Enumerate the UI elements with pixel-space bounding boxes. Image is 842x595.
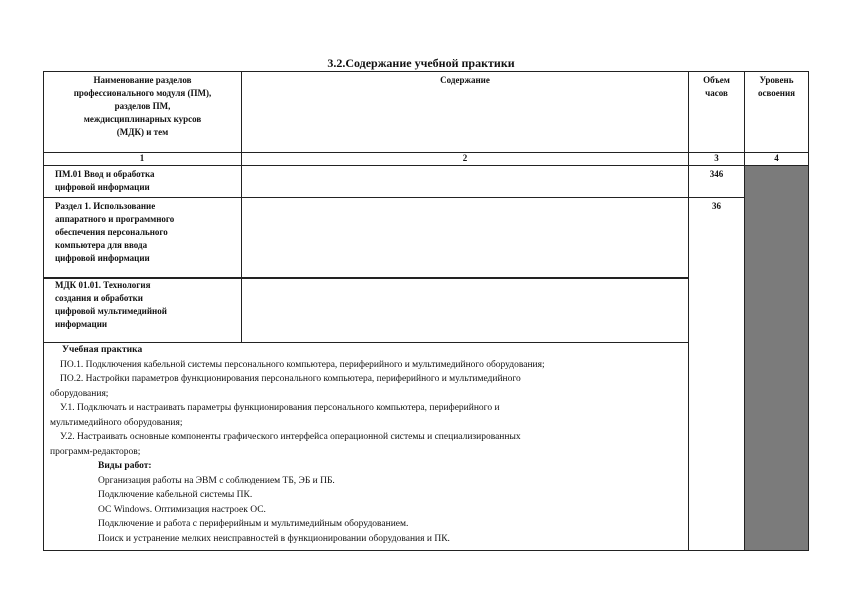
row-line: цифровой информации [55,253,150,263]
row-mdk0101-title [55,279,240,331]
table-border-left [43,71,44,551]
header-line: Наименование разделов [93,75,192,85]
row-pm01-title [55,168,240,194]
row-line: МДК 01.01. Технология [55,280,151,290]
header-sections [45,74,240,139]
practice-heading: Учебная практика [62,345,143,355]
practice-line: ПО.2. Настройки параметров функционирования персонального компьютера, периферийного и мультимедийного [60,374,521,384]
practice-line: программ-редакторов; [50,446,141,457]
header-line: Уровень [759,75,794,85]
practice-line: ПО.1. Подключения кабельной системы персонального компьютера, периферийного и мультимедийного оборудования; [60,359,545,370]
row-section1-hours: 36 [712,201,721,211]
header-level [745,74,808,100]
header-hours [689,74,744,100]
row-line: цифровой информации [55,182,150,192]
header-line: профессионального модуля (ПМ), [73,88,212,98]
column-number: 2 [462,153,468,163]
table-border-right [808,71,809,551]
row-divider [43,197,744,198]
header-line: Объем [703,75,730,85]
row-line: информации [55,319,108,329]
header-line: разделов ПМ, [114,101,171,111]
header-line: междисциплинарных курсов [83,114,202,124]
page-title: 3.2.Содержание учебной практики [327,56,515,70]
work-item: Организация работы на ЭВМ с соблюдением ТБ, ЭБ и ПБ. [98,475,335,486]
column-number: 3 [714,153,719,163]
work-item: ОС Windows. Оптимизация настроек ОС. [98,504,266,515]
row-line: компьютера для ввода [55,240,148,250]
row-line: аппаратного и программного [55,214,175,224]
row-line: создания и обработки [55,293,143,303]
row-line: Раздел 1. Использование [55,201,156,211]
practice-line: мультимедийного оборудования; [50,417,183,428]
work-item: Подключение и работа с периферийным и мультимедийным оборудованием. [98,519,409,529]
numbers-divider [43,165,809,166]
works-heading: Виды работ: [98,461,152,471]
row-pm01-hours: 346 [709,169,724,179]
work-item: Подключение кабельной системы ПК. [98,490,253,500]
row-line: цифровой мультимедийной [55,306,167,316]
row-line: обеспечения персонального [55,227,168,237]
table-border-bottom [43,550,809,551]
header-content: Содержание [440,75,490,85]
work-item: Поиск и устранение мелких неисправностей в функционировании оборудования и ПК. [98,533,450,544]
header-line: (МДК) и тем [116,127,169,137]
column-divider [688,71,689,551]
content-table [43,71,809,551]
column-divider [241,71,242,343]
practice-line: У.1. Подключать и настраивать параметры функционирования персонального компьютера, периферийного и [60,403,500,413]
column-number: 4 [774,153,779,163]
table-border-top [43,71,809,72]
header-line: часов [705,88,728,98]
practice-line: У.2. Настраивать основные компоненты графического интерфейса операционной системы и специализированных [60,432,521,442]
row-line: ПМ.01 Ввод и обработка [55,169,155,179]
level-shaded-cell [745,166,808,550]
header-line: освоения [757,88,796,98]
practice-block [50,343,686,546]
column-number: 1 [139,153,145,163]
practice-line: оборудования; [50,388,109,399]
row-section1-title [55,200,240,265]
